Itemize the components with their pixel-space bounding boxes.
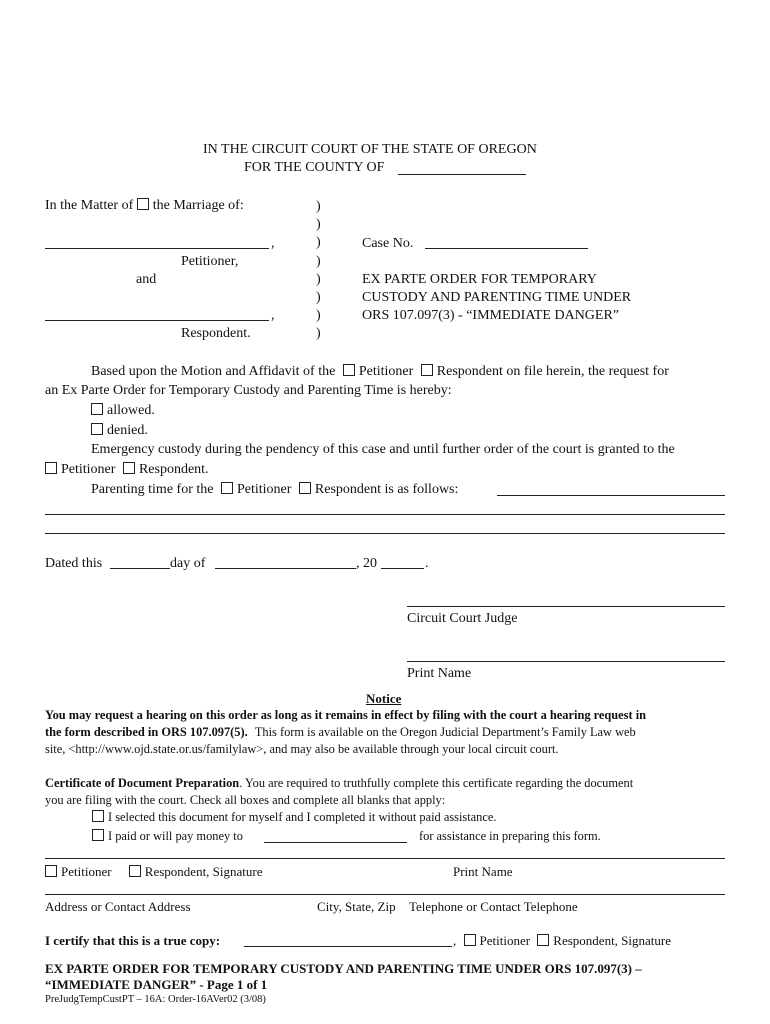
matter-suffix: the Marriage of: — [152, 198, 244, 213]
notice-text-line1: You may request a hearing on this order as long as it remains in effect by filing with the court a hearing request in — [45, 708, 647, 722]
certify-respondent-checkbox[interactable] — [537, 934, 549, 946]
notice-text-line2: the form described in ORS 107.097(5). This form is available on the Oregon Judicial Department’s Family Law web — [45, 725, 636, 739]
certify-true-copy-label: I certify that this is a true copy: — [45, 933, 221, 948]
motion-petitioner-checkbox[interactable] — [343, 364, 355, 376]
month-field[interactable] — [215, 554, 356, 569]
certificate-line1: Certificate of Document Preparation. You are required to truthfully complete this certificate regarding the document — [45, 776, 634, 790]
footer-title-line2: “IMMEDIATE DANGER” - Page 1 of 1 — [45, 977, 268, 992]
order-paragraph-line1: Based upon the Motion and Affidavit of the Petitioner Respondent on file herein, the request for — [91, 364, 669, 379]
notice-heading: Notice — [366, 691, 402, 706]
document-title-line1: EX PARTE ORDER FOR TEMPORARY — [362, 272, 597, 287]
signer-petitioner-checkbox[interactable] — [45, 865, 57, 877]
signer-respondent-checkbox[interactable] — [129, 865, 141, 877]
certificate-option-1: I selected this document for myself and I completed it without paid assistance. — [92, 810, 496, 825]
certify-signature-field[interactable] — [244, 932, 452, 947]
print-name-label: Print Name — [407, 666, 472, 681]
document-title-line3: ORS 107.097(3) - “IMMEDIATE DANGER” — [362, 308, 620, 323]
self-prepared-checkbox[interactable] — [92, 810, 104, 822]
motion-respondent-checkbox[interactable] — [421, 364, 433, 376]
comma: , — [271, 308, 275, 323]
respondent-name-field[interactable] — [45, 306, 269, 321]
preparer-name-field[interactable] — [264, 828, 407, 843]
signer-role-row: Petitioner Respondent, Signature — [45, 864, 263, 880]
form-id: PreJudgTempCustPT – 16A: Order-16AVer02 (3/08) — [45, 994, 266, 1005]
county-label: FOR THE COUNTY OF — [244, 160, 385, 175]
parenting-respondent-checkbox[interactable] — [299, 482, 311, 494]
court-heading: IN THE CIRCUIT COURT OF THE STATE OF OREGON — [203, 142, 537, 157]
order-paragraph-line2: an Ex Parte Order for Temporary Custody and Parenting Time is hereby: — [45, 383, 452, 398]
address-line[interactable] — [45, 894, 725, 895]
emergency-custody-line: Emergency custody during the pendency of this case and until further order of the court is granted to the — [91, 442, 675, 457]
custody-respondent-checkbox[interactable] — [123, 462, 135, 474]
signature-line[interactable] — [45, 858, 725, 859]
marriage-checkbox[interactable] — [137, 198, 149, 210]
year-field[interactable] — [381, 554, 424, 569]
allowed-checkbox[interactable] — [91, 403, 103, 415]
county-field[interactable] — [398, 160, 526, 175]
period: . — [425, 556, 429, 571]
case-no-field[interactable] — [425, 234, 588, 249]
judge-signature-field[interactable] — [407, 592, 725, 607]
case-no-label: Case No. — [362, 236, 414, 251]
respondent-label: Respondent. — [181, 326, 251, 341]
document-title-line2: CUSTODY AND PARENTING TIME UNDER — [362, 290, 632, 305]
custody-grant-line: Petitioner Respondent. — [45, 462, 209, 478]
comma: , — [271, 236, 275, 251]
notice-text-line3: site, <http://www.ojd.state.or.us/familylaw>, and may also be available through your local circuit court. — [45, 742, 559, 756]
paid-assistance-checkbox[interactable] — [92, 829, 104, 841]
certify-row: , Petitioner Respondent, Signature — [453, 933, 672, 948]
allowed-option: allowed. — [91, 403, 155, 419]
certificate-option-2: I paid or will pay money to — [92, 829, 243, 844]
day-field[interactable] — [110, 554, 170, 569]
day-of-label: day of — [170, 556, 206, 571]
year-prefix-label: , 20 — [356, 556, 377, 571]
telephone-label: Telephone or Contact Telephone — [409, 899, 578, 914]
address-label: Address or Contact Address — [45, 899, 191, 914]
and-label: and — [136, 272, 157, 287]
parenting-time-field-line2[interactable] — [45, 500, 725, 515]
parenting-petitioner-checkbox[interactable] — [221, 482, 233, 494]
certify-petitioner-checkbox[interactable] — [464, 934, 476, 946]
signer-print-name-label: Print Name — [453, 864, 513, 879]
certificate-option-2-suffix: for assistance in preparing this form. — [419, 829, 601, 843]
parenting-time-line: Parenting time for the Petitioner Respondent is as follows: — [91, 482, 459, 497]
denied-checkbox[interactable] — [91, 423, 103, 435]
caption-parens: ) ) ) ) ) ) ) ) — [316, 199, 321, 342]
certificate-line2: you are filing with the court. Check all boxes and complete all blanks that apply: — [45, 793, 446, 807]
judge-label: Circuit Court Judge — [407, 611, 518, 626]
matter-prefix: In the Matter of — [45, 198, 134, 213]
judge-print-name-field[interactable] — [407, 647, 725, 662]
parenting-time-field[interactable] — [497, 481, 725, 496]
custody-petitioner-checkbox[interactable] — [45, 462, 57, 474]
city-state-zip-label: City, State, Zip — [317, 899, 396, 914]
dated-this-label: Dated this — [45, 556, 103, 571]
petitioner-label: Petitioner, — [181, 254, 239, 269]
footer-title-line1: EX PARTE ORDER FOR TEMPORARY CUSTODY AND PARENTING TIME UNDER ORS 107.097(3) – — [45, 961, 642, 976]
parenting-time-field-line3[interactable] — [45, 519, 725, 534]
petitioner-name-field[interactable] — [45, 234, 269, 249]
denied-option: denied. — [91, 423, 148, 439]
matter-line — [45, 198, 244, 214]
